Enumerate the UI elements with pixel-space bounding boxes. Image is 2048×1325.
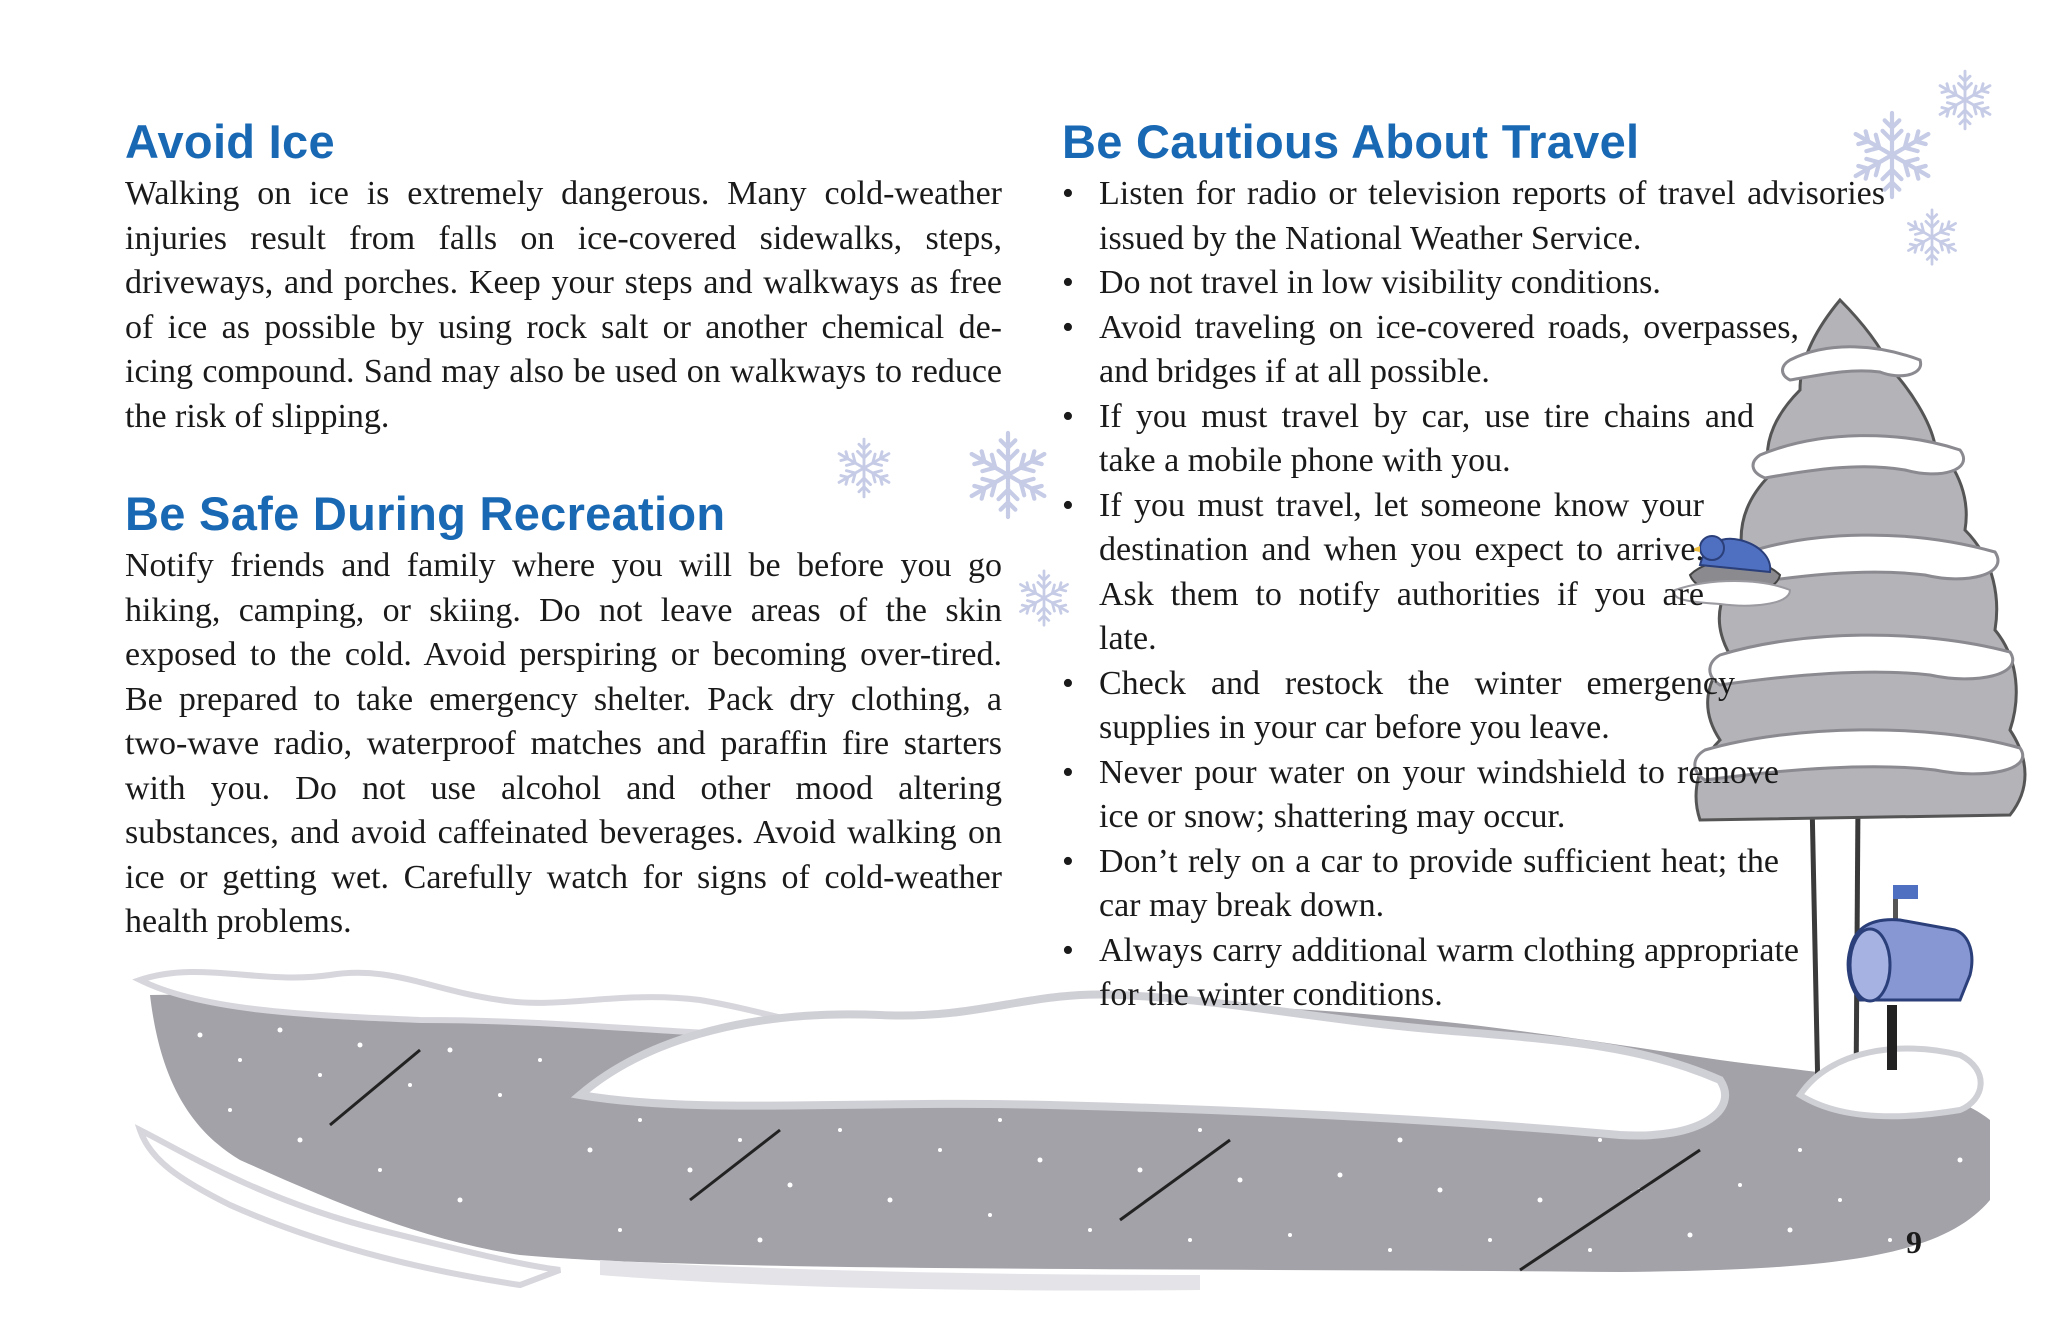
travel-tips-list [1062, 172, 1885, 1018]
bullet-icon: • [1062, 486, 1074, 524]
list-item [1062, 172, 1885, 261]
list-item-text: Never pour water on your windshield to remove ice or snow; shattering may occur. [1099, 753, 1779, 835]
bullet-icon: • [1062, 931, 1074, 969]
list-item [1062, 662, 1735, 751]
list-item [1062, 261, 1885, 306]
bullet-icon: • [1062, 264, 1074, 301]
list-item-text: Always carry additional warm clothing appropriate for the winter conditions. [1099, 931, 1799, 1013]
list-item-text: If you must travel by car, use tire chains and take a mobile phone with you. [1099, 397, 1754, 479]
list-item [1062, 751, 1779, 840]
list-item-text: Avoid traveling on ice-covered roads, overpasses, and bridges if at all possible. [1099, 308, 1799, 390]
section-heading-travel: Be Cautious About Travel [1062, 115, 1640, 168]
snowflake-icon [1937, 71, 1993, 129]
bullet-icon: • [1062, 308, 1074, 346]
snowflake-icon [836, 439, 892, 497]
section-body-avoid-ice: Walking on ice is extremely dangerous. Many cold-weather injuries result from falls on ice-covered sidewalks, steps, driveways, and porches. Keep your steps and walkways as free of ice as possible by using rock salt or another chemical de-icing compound. Sand may also be used on walkways to reduce the risk of slipping. [125, 175, 1002, 435]
list-item [1062, 484, 1704, 662]
list-item-text: Check and restock the winter emergency supplies in your car before you leave. [1099, 664, 1735, 746]
list-item [1062, 395, 1754, 484]
snowflake-icon [1905, 210, 1958, 264]
list-item [1062, 306, 1799, 395]
section-body-recreation: Notify friends and family where you will be before you go hiking, camping, or skiing. Do not leave areas of the skin exposed to the cold. Avoid perspiring or becoming over-tired. Be prepared to take emergency shelter. Pack dry clothing, a two-wave radio, waterproof matches and paraffin fire starters with you. Do not use alcohol and other mood altering substances, and avoid caffeinated beverages. Avoid walking on ice or getting wet. Carefully watch for signs of cold-weather health problems. [125, 547, 1002, 940]
bullet-icon: • [1062, 664, 1074, 702]
bullet-icon: • [1062, 842, 1074, 880]
snowflake-icon [967, 433, 1049, 517]
page-number: 9 [1906, 1224, 1922, 1260]
section-heading-avoid-ice: Avoid Ice [125, 115, 335, 168]
list-item-text: Listen for radio or television reports of travel advisories issued by the National Weather Service. [1099, 175, 1885, 257]
list-item-text: If you must travel, let someone know your destination and when you expect to arrive. Ask them to notify authorities if you are late. [1099, 486, 1704, 657]
bullet-icon: • [1062, 175, 1074, 212]
bullet-icon: • [1062, 397, 1074, 435]
list-item-text: Do not travel in low visibility conditions. [1099, 264, 1661, 301]
bullet-icon: • [1062, 753, 1074, 791]
snowy-sidewalk [140, 972, 1990, 1290]
list-item [1062, 929, 1799, 1018]
list-item [1062, 840, 1779, 929]
section-heading-recreation: Be Safe During Recreation [125, 487, 726, 540]
list-item-text: Don’t rely on a car to provide sufficient heat; the car may break down. [1099, 842, 1779, 924]
